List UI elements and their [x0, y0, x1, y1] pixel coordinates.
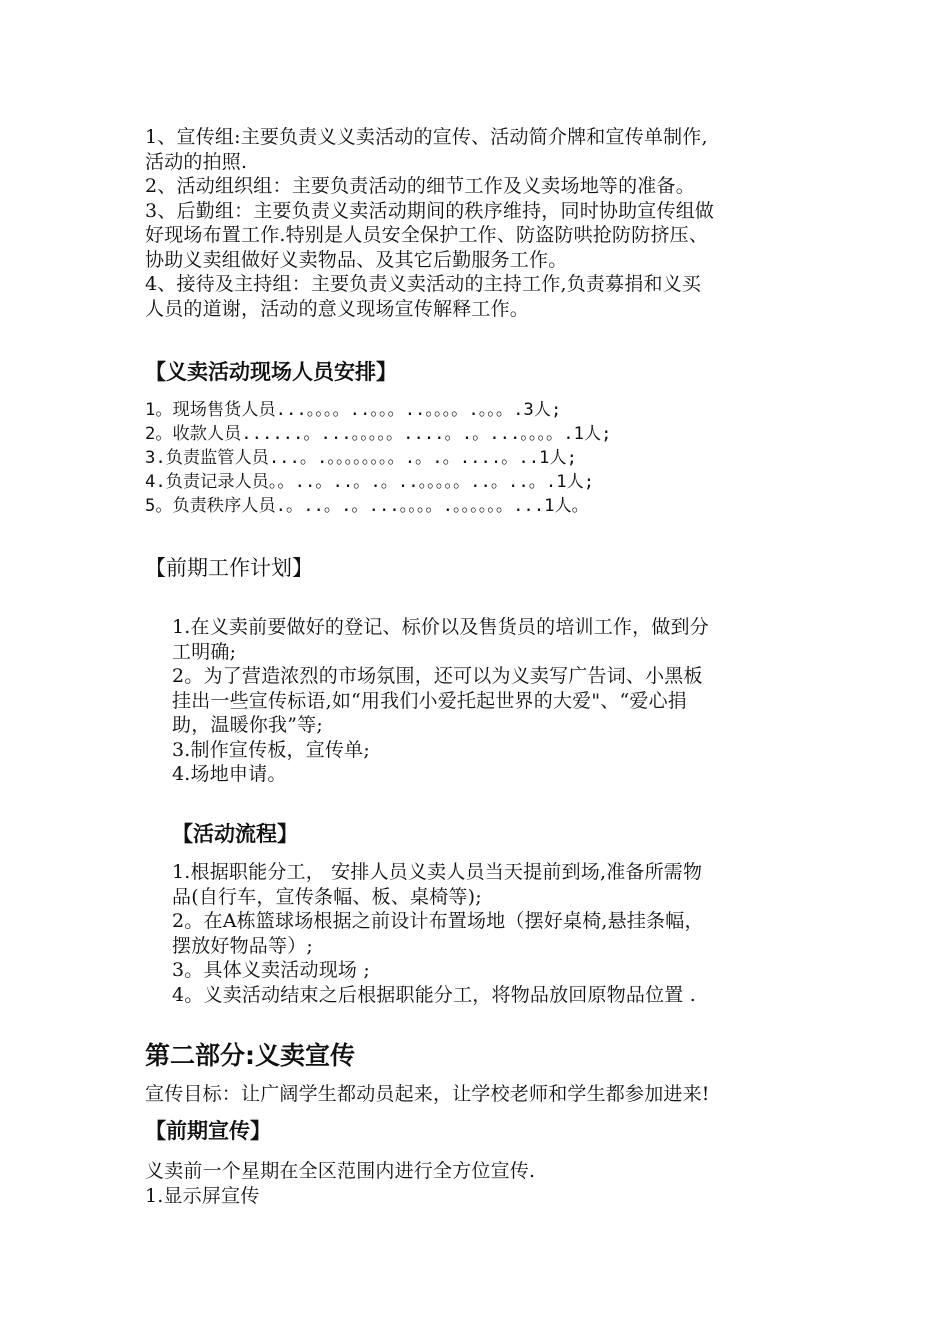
- group-responsibilities: [145, 125, 810, 321]
- plan-list: [172, 615, 812, 787]
- plan-line: 挂出一些宣传标语,如“用我们小爱托起世界的大爱"、“爱心捐: [172, 689, 688, 712]
- flow-line: 4。义卖活动结束之后根据职能分工，将物品放回原物品位置 .: [172, 983, 696, 1006]
- plan-line: 4.场地申请。: [172, 763, 287, 785]
- flow-line: 2。在A栋篮球场根据之前设计布置场地（摆好桌椅,悬挂条幅，: [172, 910, 704, 932]
- flow-list: [172, 860, 812, 1007]
- plan-line: 1.在义卖前要做好的登记、标价以及售货员的培训工作，做到分: [172, 616, 709, 638]
- group-line: 2、活动组织组：主要负责活动的细节工作及义卖场地等的准备。: [145, 175, 695, 197]
- flow-line: 1.根据职能分工， 安排人员义卖人员当天提前到场,准备所需物: [172, 861, 703, 883]
- flow-heading: 【活动流程】: [172, 822, 298, 846]
- part2-line: 1.显示屏宣传: [145, 1184, 260, 1207]
- staff-heading-block: [145, 358, 810, 386]
- staff-line: 4.负责记录人员。。..。..。.。..。。。。。..。..。.1人;: [145, 472, 595, 492]
- part2-heading: 【前期宣传】: [145, 1119, 271, 1143]
- group-line: 4、接待及主持组：主要负责义卖活动的主持工作,负责募捐和义买: [145, 273, 702, 295]
- part2-list: [145, 1159, 810, 1208]
- part2-title-block: [145, 1040, 810, 1072]
- part2-line: 义卖前一个星期在全区范围内进行全方位宣传.: [145, 1160, 536, 1182]
- group-line: 1、宣传组:主要负责义义卖活动的宣传、活动简介牌和宣传单制作,: [145, 126, 708, 148]
- part2-goal-block: [145, 1082, 825, 1107]
- group-line: 活动的拍照.: [145, 150, 248, 173]
- plan-heading-block: [145, 554, 810, 582]
- plan-line: 2。为了营造浓烈的市场氛围，还可以为义卖写广告词、小黑板: [172, 665, 703, 687]
- staff-list: [145, 398, 810, 518]
- plan-heading: 【前期工作计划】: [145, 556, 313, 580]
- staff-line: 2。收款人员......。...。。。。。....。.。...。。。。.1人;: [145, 424, 612, 444]
- group-line: 好现场布置工作.特别是人员安全保护工作、防盗防哄抢防防挤压、: [145, 224, 709, 246]
- part2-goal: 宣传目标：让广阔学生都动员起来，让学校老师和学生都参加进来!: [145, 1083, 710, 1105]
- part2-heading-block: [145, 1117, 810, 1145]
- flow-line: 摆放好物品等）;: [172, 934, 314, 957]
- part2-title: 第二部分:义卖宣传: [145, 1041, 355, 1070]
- flow-line: 品(自行车，宣传条幅、板、桌椅等);: [172, 885, 482, 908]
- group-line: 人员的道谢，活动的意义现场宣传解释工作。: [145, 297, 530, 320]
- flow-heading-block: [172, 820, 812, 848]
- plan-line: 助，温暖你我”等;: [172, 714, 323, 736]
- flow-line: 3。具体义卖活动现场 ;: [172, 959, 370, 981]
- plan-line: 工明确;: [172, 640, 237, 663]
- staff-heading: 【义卖活动现场人员安排】: [145, 360, 397, 384]
- group-line: 协助义卖组做好义卖物品、及其它后勤服务工作。: [145, 248, 568, 271]
- plan-line: 3.制作宣传板，宣传单;: [172, 738, 370, 761]
- staff-line: 3.负责监管人员...。.。。。。。。。。.。.。....。..1人;: [145, 448, 577, 468]
- staff-line: 5。负责秩序人员.。..。.。...。。。。.。。。。。。...1人。: [145, 496, 589, 516]
- group-line: 3、后勤组：主要负责义卖活动期间的秩序维持，同时协助宣传组做: [145, 199, 715, 222]
- staff-line: 1。现场售货人员...。。。。..。。。..。。。。.。。。.3人;: [145, 400, 562, 420]
